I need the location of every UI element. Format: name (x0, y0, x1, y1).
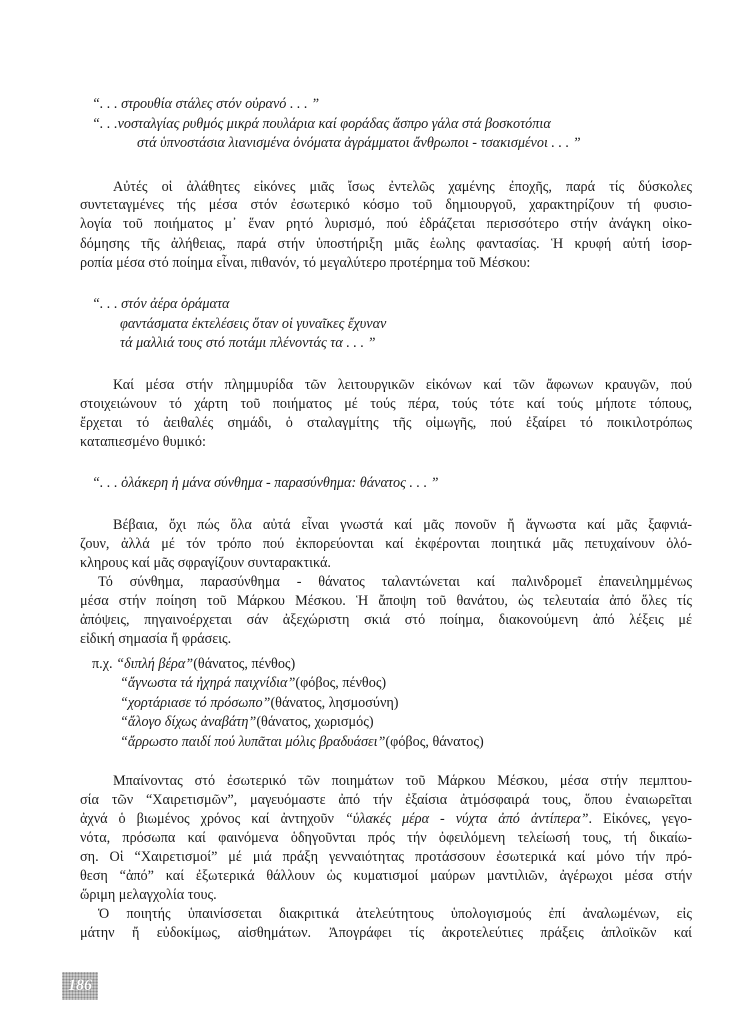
example-phrase: “ἄλογο δίχως ἀναβάτη” (120, 714, 257, 730)
text-line: Μπαίνοντας στό ἐσωτερικό τῶν ποιημάτων τοῦ Μάρκου Μέσκου, μέσα στήν πεμπτου- (113, 773, 692, 789)
page-number: 186 (62, 972, 98, 1000)
text-line: στοιχειώνουν τό χάρτη τοῦ ποιήματος μέ τούς πέρα, τούς τότε καί τούς μήποτε τόπους, (80, 396, 692, 412)
quote-line: στά ὑπνοστάσια λιανισμένα ὀνόματα ἀγράμματοι ἄνθρωποι - τσακισμένοι . . . ” (137, 135, 581, 151)
text-line: καταπιεσμένο θυμικό: (80, 434, 206, 450)
text-line: δόμησης τῆς ἀλήθειας, παρά στήν ὑποστήριξη μιᾶς ἑωλης φαντασίας. Ἡ κρυφή αὐτή ἰσορ- (80, 236, 692, 252)
text-line: ροπία μέσα στό ποίημα εἶναι, πιθανόν, τό μεγαλύτερο προτέρημα τοῦ Μέσκου: (80, 255, 531, 271)
quote-line: “. . . στρουθία στάλες στόν οὐρανό . . . ” (92, 96, 320, 112)
example-meaning: (θάνατος, πένθος) (193, 656, 296, 672)
text-line: Βέβαια, ὄχι πώς ὅλα αὐτά εἶναι γνωστά καί μᾶς πονοῦν ἤ ἄγνωστα καί μᾶς ξαφνιά- (113, 517, 692, 533)
text-segment: . Εἰκόνες, γεγο- (588, 811, 692, 827)
text-line: ἔρχεται τό ἀειθαλές σημάδι, ὁ σταλαγμίτης τῆς οἰμωγῆς, πού ἐξαίρει τό ποικιλοτρόπως (80, 415, 692, 431)
text-line: Αὐτές οἱ ἀλάθητες εἰκόνες μιᾶς ἴσως ἐντελῶς χαμένης ἐποχῆς, παρά τίς δύσκολες (113, 179, 692, 195)
text-line: λογία τοῦ ποιήματος μ᾽ ἕναν ρητό λυρισμό, πού ἑδράζεται περισσότερο στήν ἀνάγκη οἰκο- (80, 216, 692, 232)
text-line: θεση “ἀπό” καί ἐξωτερικά θάλλουν ὡς κυματισμοί μαύρων μαντιλιῶν, ἀγέρωχοι μέσα στήν (80, 868, 692, 884)
text-line (80, 810, 692, 828)
text-line: εἰδική σημασία ἤ φράσεις. (80, 631, 232, 647)
example-item (120, 713, 374, 731)
text-line: Τό σύνθημα, παρασύνθημα - θάνατος ταλαντώνεται καί παλινδρομεῖ ἐπανειλημμένως (98, 574, 692, 590)
example-meaning: (θάνατος, χωρισμός) (256, 714, 374, 730)
text-line: ἀπόψεις, πηγαινοέρχεται σάν ἀξεχώριστη σκιά στό ποίημα, διακονούμενη ἀπό λέξεις μέ (80, 612, 692, 628)
example-prefix: π.χ. (92, 656, 113, 672)
example-item (120, 674, 386, 692)
example-item (92, 655, 295, 673)
example-item (120, 694, 399, 712)
text-line: ση. Οἱ “Χαιρετισμοί” μέ μιά πράξη γενναιότητας προτάσσουν ἐσωτερικά καί μόνο τήν πρό- (80, 849, 692, 865)
quote-line: φαντάσματα ἐκτελέσεις ὅταν οἱ γυναῖκες ἔχυναν (120, 316, 387, 332)
example-phrase: “χορτάριασε τό πρόσωπο” (120, 695, 271, 711)
example-phrase: “ἄγνωστα τά ἠχηρά παιχνίδια” (120, 675, 296, 691)
example-phrase: “διπλή βέρα” (116, 656, 194, 672)
example-meaning: (φόβος, θάνατος) (385, 734, 484, 750)
quote-line: “. . . ὁλάκερη ἡ μάνα σύνθημα - παρασύνθημα: θάνατος . . . ” (92, 475, 439, 491)
text-line: νότα, πρόσωπα καί φαινόμενα ὁδηγοῦνται πρός τήν ὀφειλόμενη τελείωσή τους, τή δικαίω- (80, 830, 692, 846)
quote-line: τά μαλλιά τους στό ποτάμι πλένοντάς τα . . . ” (120, 335, 376, 351)
example-phrase: “ἄρρωστο παιδί πού λυπᾶται μόλις βραδυάσει” (120, 734, 386, 750)
text-line: μάτην ἤ εὐδοκίμως, αἰσθημάτων. Ἀπογράφει τίς ἀκροτελεύτιες πράξεις ἁπλοϊκῶν καί (80, 925, 692, 941)
text-line: σία τῶν “Χαιρετισμῶν”, μαγευόμαστε ἀπό τήν ἐξαίσια ἀτμόσφαιρά τους, ὅπου ἐναιωρεῖται (80, 792, 692, 808)
text-line: Ὁ ποιητής ὑπαινίσσεται διακριτικά ἀτελεύτητους ὑπολογισμούς ἐπί ἀναλωμένων, εἰς (98, 906, 692, 922)
text-line: ζουν, ἀλλά μέ τόν τρόπο πού ἐκπορεύονται καί ἐκφέρονται ποιητικά μᾶς πετυχαίνουν ὁλό- (80, 536, 692, 552)
quote-line: “. . . στόν ἀέρα ὁράματα (92, 296, 230, 312)
quoted-phrase: “ὑλακές μέρα - νύχτα ἀπό ἀντίπερα” (344, 811, 589, 827)
text-line: κληρους καί μᾶς σφραγίζουν συνταρακτικά. (80, 555, 331, 571)
text-line: συντεταγμένες τής μέσα στόν ἐσωτερικό κόσμο τοῦ δημιουργοῦ, χαρακτηρίζουν τή φυσιο- (80, 197, 692, 213)
text-line: μέσα στήν ποίηση τοῦ Μάρκου Μέσκου. Ἡ ἄποψη τοῦ θανάτου, ὡς τελευταία ἀπό ὅλες τίς (80, 593, 692, 609)
example-meaning: (θάνατος, λησμοσύνη) (270, 695, 399, 711)
text-segment: ἀχνά ὁ βιωμένος χρόνος καί ἀντηχοῦν (80, 811, 345, 827)
example-item (120, 733, 484, 751)
text-line: ὥριμη μελαγχολία τους. (80, 887, 217, 903)
example-meaning: (φόβος, πένθος) (295, 675, 387, 691)
quote-line: “. . .νοσταλγίας ρυθμός μικρά πουλάρια καί φοράδας ἄσπρο γάλα στά βοσκοτόπια (92, 116, 551, 132)
text-line: Καί μέσα στήν πλημμυρίδα τῶν λειτουργικῶν εἰκόνων καί τῶν ἄφωνων κραυγῶν, πού (113, 377, 692, 393)
